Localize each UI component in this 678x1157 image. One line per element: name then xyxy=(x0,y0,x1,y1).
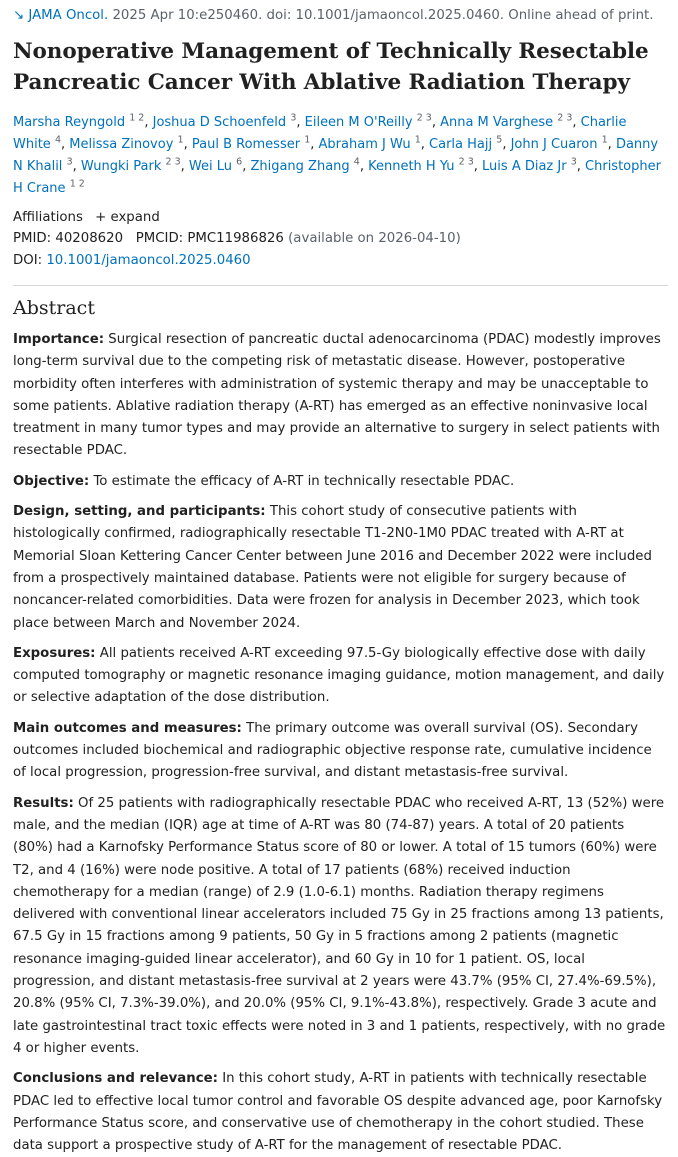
abstract-section xyxy=(13,718,668,785)
author-name-link[interactable]: Christopher H Crane xyxy=(13,159,661,196)
author-name-link[interactable]: Eileen M O'Reilly xyxy=(304,115,413,130)
pmid-row xyxy=(13,228,668,250)
affiliation-number[interactable]: 4 xyxy=(353,156,360,168)
affiliation-number[interactable]: 3 xyxy=(66,156,73,168)
author-name-link[interactable]: Kenneth H Yu xyxy=(368,159,455,174)
affiliations-label: Affiliations xyxy=(13,210,83,225)
abstract-section-label: Importance: xyxy=(13,332,105,347)
affiliation-number[interactable]: 2 3 xyxy=(458,156,474,168)
abstract-section-text: To estimate the efficacy of A-RT in technically resectable PDAC. xyxy=(93,473,515,489)
affiliation-number[interactable]: 3 xyxy=(570,156,577,168)
abstract-section-label: Results: xyxy=(13,795,74,811)
affiliations-row xyxy=(13,208,668,228)
abstract-section-text: In this cohort study, A-RT in patients with technically resectable PDAC led to effective local tumor control and favorable OS despite advanced age, poor Karnofsky Performance Status score, and conservative use of chemotherapy in the cohort studied. These data support a prospective study of A-RT for the management of resectable PDAC. xyxy=(13,1071,663,1154)
author-list: Marsha Reyngold $^{1 2}$, Joshua D Schoenfeld $^3$, Eileen M O'Reilly $^{2 3}$, Anna M Varghese $^{2 3}$, Charlie White $^4$, Melissa Zinovoy $^1$, Paul B Romesser $^1$, Abraham J Wu $^1$, Carla Hajj $^5$, John J Cuaron $^1$, Danny N Khalil $^3$, Wungki Park $^{2 3}$, Wei Lu $^6$, Zhigang Zhang $^4$, Kenneth H Yu $^{2 3}$, Luis A Diaz Jr $^3$, Christopher H Crane $^{1 2}$ xyxy=(13,112,661,196)
author-name-link[interactable]: Zhigang Zhang xyxy=(250,159,350,174)
abstract-section-text: This cohort study of consecutive patients with histologically confirmed, radiographically resectable T1-2N0-1M0 PDAC treated with A-RT at Memorial Sloan Kettering Cancer Center between June 2016 and December 2022 were included from a prospectively maintained database. Patients were not eligible for surgery because of noncancer-related comorbidities. Data were frozen for analysis in December 2023, which took place between March and November 2024. xyxy=(13,504,652,631)
identifiers xyxy=(13,228,668,272)
abstract-section-label: Exposures: xyxy=(13,645,96,661)
pmid-label: PMID: xyxy=(13,231,52,246)
journal-arrow-icon: ↘ xyxy=(13,8,25,23)
pmid-value: 40208620 xyxy=(55,231,124,246)
affiliations-expand-button[interactable]: + expand xyxy=(95,210,160,225)
pmcid-value: PMC11986826 xyxy=(187,231,284,246)
author-entry xyxy=(510,134,608,152)
abstract-section xyxy=(13,471,668,493)
affiliation-number[interactable]: 6 xyxy=(236,156,243,168)
affiliation-number[interactable]: 1 xyxy=(304,134,311,146)
author-name-link[interactable]: Marsha Reyngold xyxy=(13,115,126,130)
abstract-section-label: Design, setting, and participants: xyxy=(13,504,266,520)
author-entry xyxy=(188,156,243,174)
author-entry xyxy=(80,156,181,174)
affiliation-number[interactable]: 2 3 xyxy=(416,112,432,124)
affiliation-number[interactable]: 4 xyxy=(54,134,61,146)
author-name-link[interactable]: Danny N Khalil xyxy=(13,137,659,174)
author-entry xyxy=(152,112,297,130)
abstract-section-text: Surgical resection of pancreatic ductal adenocarcinoma (PDAC) modestly improves long-term survival due to the competing risk of metastatic disease. However, postoperative morbidity often interferes with administration of systemic therapy and may be unacceptable to some patients. Ablative radiation therapy (A-RT) has emerged as an effective noninvasive local treatment in many tumor types and may provide an alternative to surgery in select patients with resectable PDAC. xyxy=(13,332,661,459)
author-entry xyxy=(250,156,360,174)
author-name-link[interactable]: Wei Lu xyxy=(188,159,232,174)
affiliation-number[interactable]: 1 xyxy=(177,134,184,146)
affiliation-number[interactable]: 5 xyxy=(496,134,503,146)
author-name-link[interactable]: John J Cuaron xyxy=(510,137,598,152)
author-name-link[interactable]: Wungki Park xyxy=(80,159,162,174)
article-title: Nonoperative Management of Technically Resectable Pancreatic Cancer With Ablative Radiation Therapy xyxy=(13,39,649,95)
affiliation-number[interactable]: 2 3 xyxy=(557,112,573,124)
section-divider xyxy=(13,285,668,286)
author-entry xyxy=(318,134,421,152)
author-name-link[interactable]: Melissa Zinovoy xyxy=(69,137,174,152)
abstract-section-text: The primary outcome was overall survival (OS). Secondary outcomes included biochemical and radiographic objective response rate, cumulative incidence of local progression, progression-free survival, and distant metastasis-free survival. xyxy=(13,720,652,781)
citation-line xyxy=(13,6,668,26)
author-entry xyxy=(429,134,503,152)
author-entry xyxy=(191,134,311,152)
abstract-section-label: Conclusions and relevance: xyxy=(13,1071,218,1087)
abstract-section xyxy=(13,1068,668,1157)
doi-link[interactable]: 10.1001/jamaoncol.2025.0460 xyxy=(46,253,251,268)
author-name-link[interactable]: Joshua D Schoenfeld xyxy=(152,115,287,130)
doi-row xyxy=(13,250,668,272)
pmcid-label: PMCID: xyxy=(135,231,184,246)
author-entry xyxy=(13,112,145,130)
author-name-link[interactable]: Carla Hajj xyxy=(429,137,493,152)
citation-details: 2025 Apr 10:e250460. doi: 10.1001/jamaoncol.2025.0460. Online ahead of print. xyxy=(112,8,654,23)
journal-link[interactable]: JAMA Oncol. xyxy=(28,8,109,23)
affiliation-number[interactable]: 1 xyxy=(601,134,608,146)
affiliation-number[interactable]: 1 xyxy=(414,134,421,146)
abstract-heading: Abstract xyxy=(13,297,95,319)
abstract-section-text: All patients received A-RT exceeding 97.5-Gy biologically effective dose with daily computed tomography or magnetic resonance imaging guidance, motion management, and daily or selective adaptation of the dose distribution. xyxy=(13,645,665,706)
abstract-section xyxy=(13,643,668,710)
abstract-section xyxy=(13,793,668,1061)
abstract-section xyxy=(13,501,668,635)
affiliation-number[interactable]: 2 3 xyxy=(165,156,181,168)
abstract-section-label: Main outcomes and measures: xyxy=(13,720,242,736)
author-entry xyxy=(304,112,432,130)
abstract-section xyxy=(13,329,668,463)
author-entry xyxy=(440,112,573,130)
pmcid-note: (available on 2026-04-10) xyxy=(288,231,461,246)
author-name-link[interactable]: Luis A Diaz Jr xyxy=(482,159,567,174)
abstract-body xyxy=(13,329,668,1157)
author-name-link[interactable]: Abraham J Wu xyxy=(318,137,411,152)
author-name-link[interactable]: Charlie White xyxy=(13,115,627,152)
affiliation-number[interactable]: 1 2 xyxy=(129,112,145,124)
author-name-link[interactable]: Paul B Romesser xyxy=(191,137,301,152)
affiliation-number[interactable]: 3 xyxy=(290,112,297,124)
author-name-link[interactable]: Anna M Varghese xyxy=(440,115,554,130)
doi-label: DOI: xyxy=(13,253,43,268)
abstract-section-label: Objective: xyxy=(13,473,90,489)
author-entry xyxy=(368,156,474,174)
affiliation-number[interactable]: 1 2 xyxy=(69,178,85,190)
author-entry xyxy=(482,156,577,174)
author-entry xyxy=(69,134,184,152)
abstract-section-text: Of 25 patients with radiographically resectable PDAC who received A-RT, 13 (52%) were male, and the median (IQR) age at time of A-RT was 80 (74-87) years. A total of 20 patients (80%) had a Karnofsky Performance Status score of 80 or lower. A total of 15 tumors (60%) were T2, and 4 (16%) were node positive. A total of 17 patients (68%) received induction chemotherapy for a median (range) of 2.9 (1.0-6.1) months. Radiation therapy regimens delivered with conventional linear accelerators included 75 Gy in 25 fractions among 13 patients, 67.5 Gy in 15 fractions among 9 patients, 50 Gy in 5 fractions among 2 patients (magnetic resonance imaging-guided linear accelerator), and 60 Gy in 10 for 1 patient. OS, local progression, and distant metastasis-free survival at 2 years were 43.7% (95% CI, 27.4%-69.5%), 20.8% (95% CI, 7.3%-39.0%), and 20.0% (95% CI, 9.1%-43.8%), respectively. Grade 3 acute and late gastrointestinal tract toxic effects were noted in 3 and 1 patients, respectively, with no grade 4 or higher events. xyxy=(13,795,666,1056)
